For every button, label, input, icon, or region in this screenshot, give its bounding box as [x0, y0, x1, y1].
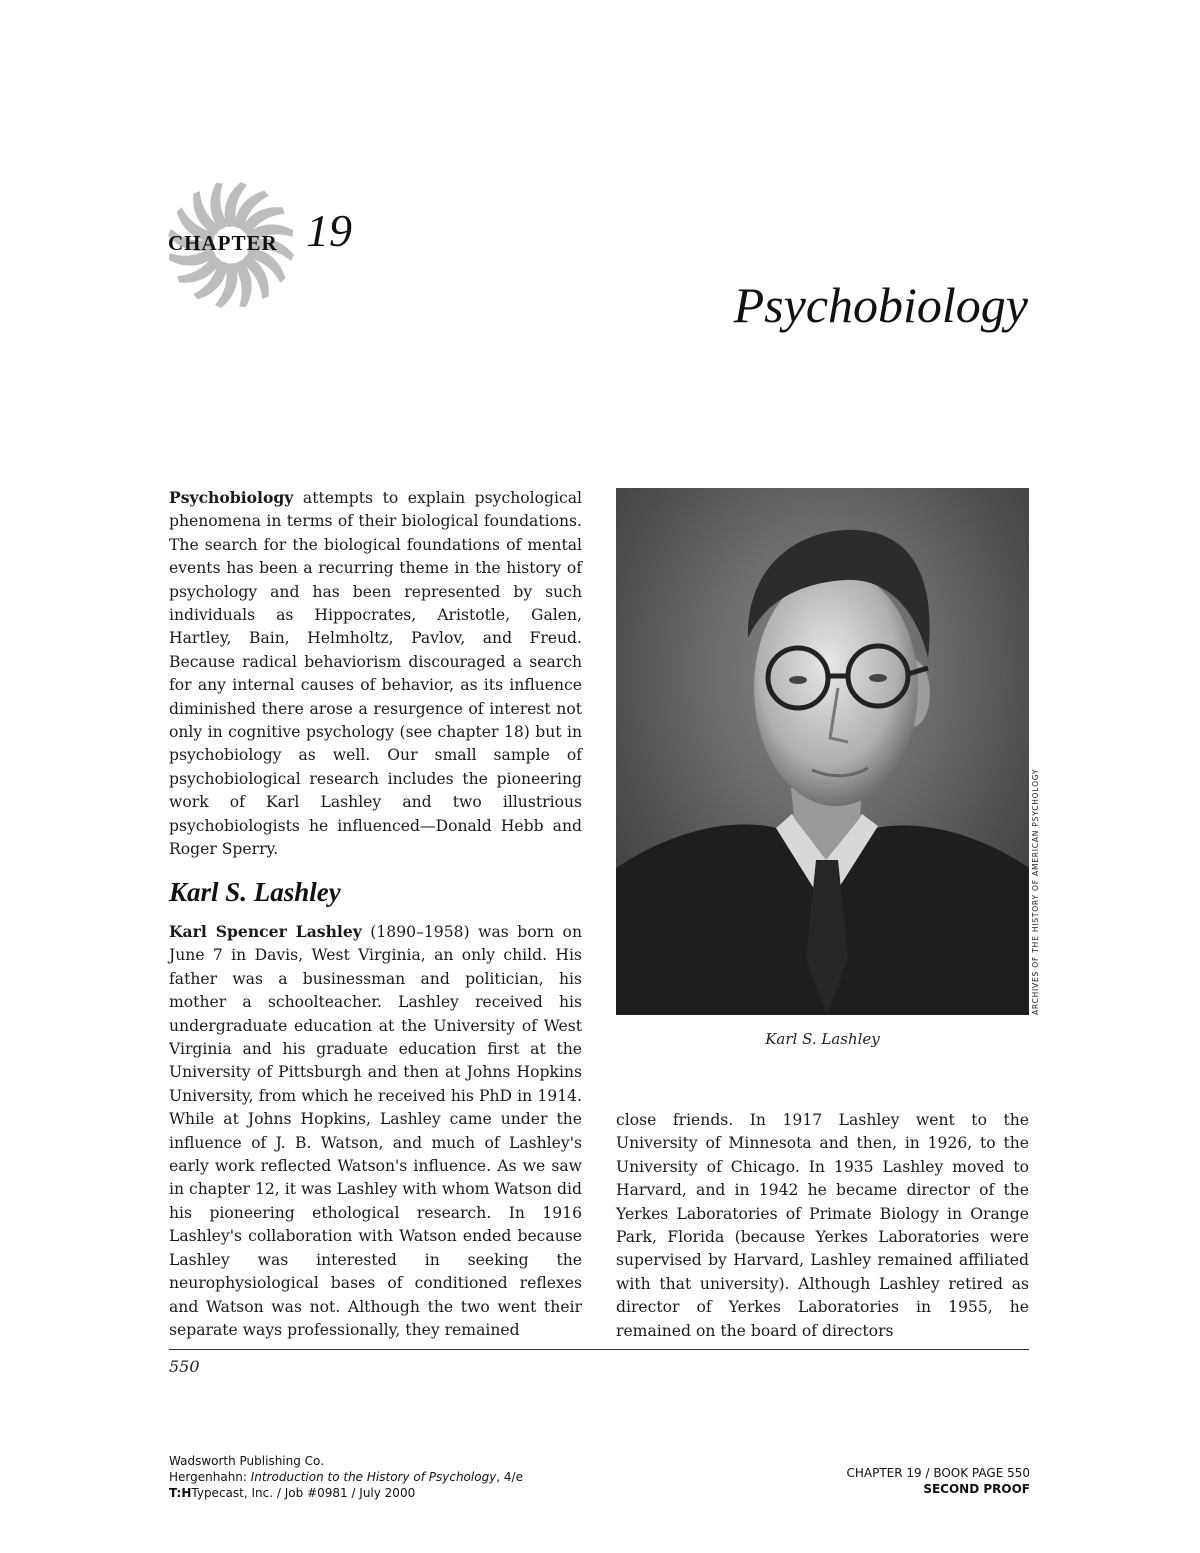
book-line [169, 1469, 523, 1485]
printer-slug-left [169, 1453, 523, 1501]
section-lead-name: Karl Spencer Lashley [169, 922, 362, 941]
job-info: Typecast, Inc. / Job #0981 / July 2000 [191, 1486, 416, 1500]
portrait-image [616, 488, 1029, 1015]
proof-label: SECOND PROOF [923, 1482, 1030, 1496]
footer-rule [169, 1349, 1029, 1350]
intro-text: attempts to explain psychological phenomena in terms of their biological foundations. The search for the biological foundations of mental events has been a recurring theme in the history of psychology and has been represented by such individuals as Hippocrates, Aristotle, Galen, Hartley, Bain, Helmholtz, Pavlov, and Freud. Because radical behaviorism discouraged a search for any internal causes of behavior, as its influence diminished there arose a resurgence of interest not only in cognitive psychology (see chapter 18) but in psychobiology as well. Our small sample of psychobiological research includes the pioneering work of Karl Lashley and two illustrious psychobiologists he influenced—Donald Hebb and Roger Sperry. [169, 489, 582, 859]
typesetter-mark: T:H [169, 1486, 192, 1500]
chapter-title: Psychobiology [733, 277, 1028, 333]
typesetter-line [169, 1485, 523, 1501]
section-heading: Karl S. Lashley [169, 877, 341, 907]
printer-slug-right [846, 1465, 1030, 1497]
photo-caption: Karl S. Lashley [765, 1030, 880, 1048]
book-title: Introduction to the History of Psychology [250, 1470, 497, 1484]
section-left-column [169, 920, 582, 1342]
book-author: Hergenhahn: [169, 1470, 251, 1484]
intro-paragraph [169, 486, 582, 862]
page-number: 550 [169, 1357, 200, 1376]
publisher-line: Wadsworth Publishing Co. [169, 1454, 325, 1468]
chapter-number: 19 [306, 205, 352, 256]
chapter-label: CHAPTER [168, 231, 278, 255]
section-right-column [616, 1109, 1029, 1343]
section-right-text: close friends. In 1917 Lashley went to the University of Minnesota and then, in 1926, to the University of Chicago. In 1935 Lashley moved to Harvard, and in 1942 he became director of the Yerkes Laboratories of Primate Biology in Orange Park, Florida (because Yerkes Laboratories were supervised by Harvard, Lashley remained affiliated with that university). Although Lashley retired as director of Yerkes Laboratories in 1955, he remained on the board of directors [616, 1111, 1029, 1340]
photo-credit: ARCHIVES OF THE HISTORY OF AMERICAN PSYCHOLOGY [1031, 768, 1040, 1015]
book-edition: , 4/e [496, 1470, 523, 1484]
intro-lead-term: Psychobiology [169, 488, 294, 507]
section-left-text: (1890–1958) was born on June 7 in Davis, West Virginia, an only child. His father was a businessman and politician, his mother a schoolteacher. Lashley received his undergraduate education at the University of West Virginia and his graduate education first at the University of Pittsburgh and then at Johns Hopkins University, from which he received his PhD in 1914. While at Johns Hopkins, Lashley came under the influence of J. B. Watson, and much of Lashley's early work reflected Watson's influence. As we saw in chapter 12, it was Lashley with whom Watson did his pioneering ethological research. In 1916 Lashley's collaboration with Watson ended because Lashley was interested in seeking the neurophysiological bases of conditioned reflexes and Watson was not. Although the two went their separate ways professionally, they remained [169, 923, 582, 1339]
chapter-reference: CHAPTER 19 / BOOK PAGE 550 [846, 1466, 1030, 1480]
portrait-photo [616, 488, 1029, 1015]
